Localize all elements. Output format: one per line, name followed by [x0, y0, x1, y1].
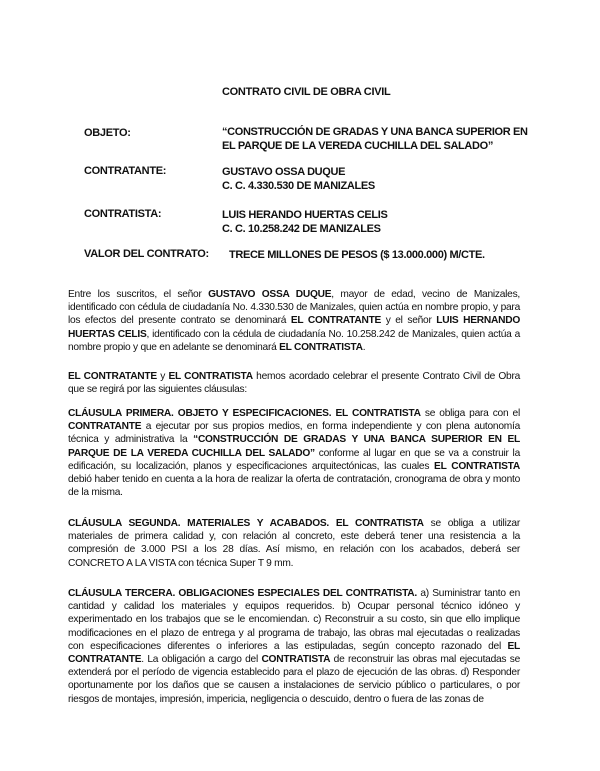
- paragraph-parties: Entre los suscritos, el señor GUSTAVO OSSA DUQUE, mayor de edad, vecino de Manizales, identificado con cédula de ciudadanía No. 4.330.530 de Manizales, quien actúa en nombre propio, y para los efectos del presente contrato se denominará EL CONTRATANTE y el señor LUIS HERNANDO HUERTAS CELIS, identificado con la cédula de ciudadanía No. 10.258.242 de Manizales, quien actúa a nombre propio y que en adelante se denominará EL CONTRATISTA.: [68, 289, 521, 353]
- contratante-label: CONTRATANTE:: [84, 165, 167, 177]
- paragraph-agreement: EL CONTRATANTE y EL CONTRATISTA hemos acordado celebrar el presente Contrato Civil de Obra que se regirá por las siguientes cláusulas:: [68, 371, 520, 396]
- valor-value: TRECE MILLONES DE PESOS ($ 13.000.000) M/CTE.: [229, 249, 485, 261]
- clause-third: CLÁUSULA TERCERA. OBLIGACIONES ESPECIALES DEL CONTRATISTA. a) Suministrar tanto en cantidad y calidad los materiales y equipos requeridos. b) Ocupar personal técnico idóneo y experimentado en los trabajos que se le encomiendan. c) Reconstruir a su costo, sin que ello implique modificaciones en el plazo de entrega y al programa de trabajo, las obras mal ejecutadas o realizadas con especificaciones diferentes o inferiores a las estipuladas, según concepto razonado del EL CONTRATANTE. La obligación a cargo del CONTRATISTA de reconstruir las obras mal ejecutadas se extenderá por el período de vigencia establecido para el plazo de ejecución de las obras. d) Responder oportunamente por los daños que se causen a instalaciones de servicio público o particulares, o por riesgos de montajes, impresión, impericia, negligencia o descuido, dentro o fuera de las zonas de: [68, 588, 520, 705]
- objeto-line-1: “CONSTRUCCIÓN DE GRADAS Y UNA BANCA SUPERIOR EN: [222, 126, 528, 138]
- contratista-label: CONTRATISTA:: [84, 208, 162, 220]
- objeto-value: [222, 125, 528, 153]
- objeto-line-2: EL PARQUE DE LA VEREDA CUCHILLA DEL SALADO”: [222, 140, 493, 152]
- contratista-name: LUIS HERANDO HUERTAS CELIS: [222, 209, 388, 221]
- contratante-name: GUSTAVO OSSA DUQUE: [222, 166, 346, 178]
- contratista-value: [222, 208, 387, 236]
- valor-label: VALOR DEL CONTRATO:: [84, 248, 209, 260]
- document-title: CONTRATO CIVIL DE OBRA CIVIL: [222, 86, 391, 98]
- clause-second: CLÁUSULA SEGUNDA. MATERIALES Y ACABADOS. EL CONTRATISTA se obliga a utilizar materiales de primera calidad y, con relación al concreto, este deberá tener una resistencia a la compresión de 3.000 PSI a los 28 días. Así mismo, en relación con los acabados, deberá ser CONCRETO A LA VISTA con técnica Super T 9 mm.: [68, 518, 520, 569]
- contratante-value: [222, 165, 375, 193]
- contratista-id: C. C. 10.258.242 DE MANIZALES: [222, 223, 381, 235]
- contratante-id: C. C. 4.330.530 DE MANIZALES: [222, 180, 375, 192]
- objeto-label: OBJETO:: [84, 127, 131, 139]
- clause-first: CLÁUSULA PRIMERA. OBJETO Y ESPECIFICACIONES. EL CONTRATISTA se obliga para con el CONTRATANTE a ejecutar por sus propios medios, en forma independiente y con plena autonomía técnica y administrativa la “CONSTRUCCIÓN DE GRADAS Y UNA BANCA SUPERIOR EN EL PARQUE DE LA VEREDA CUCHILLA DEL SALADO” conforme al lugar en que se va a construir la edificación, su localización, planos y especificaciones arquitectónicas, las cuales EL CONTRATISTA debió haber tenido en cuenta a la hora de realizar la oferta de contratación, cronograma de obra y monto de la misma.: [68, 408, 520, 499]
